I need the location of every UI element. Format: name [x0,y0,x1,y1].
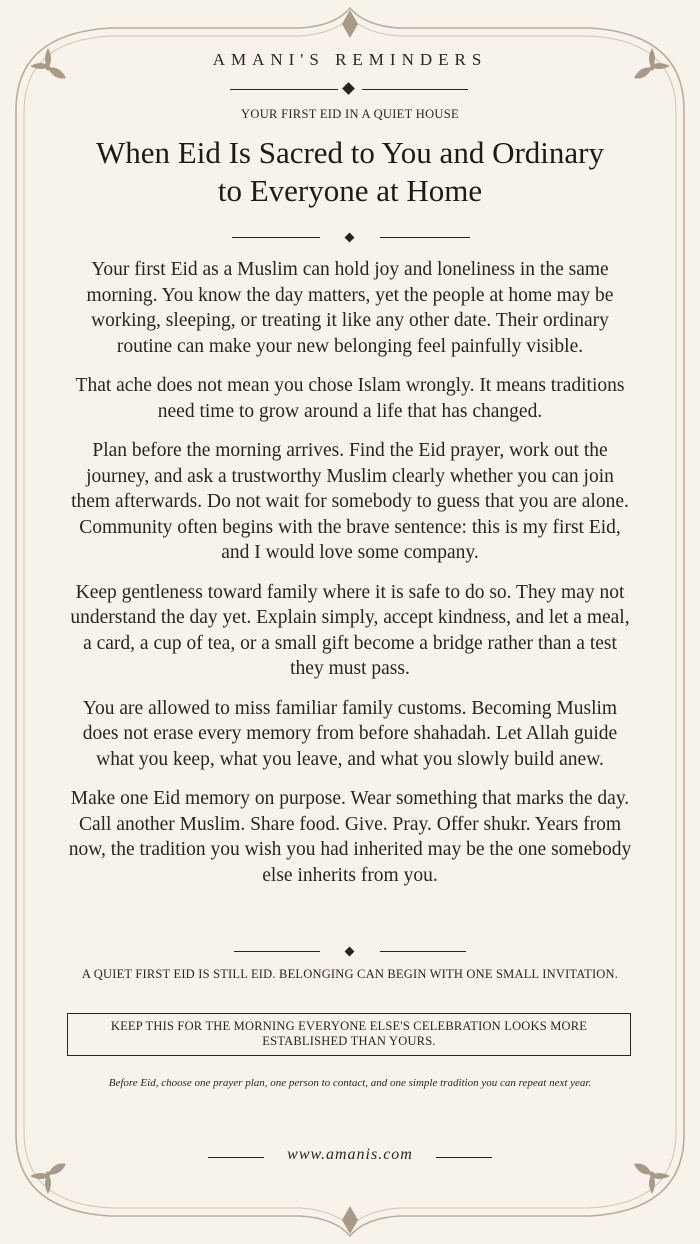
brand-name: AMANI'S REMINDERS [212,50,488,69]
footer-divider-right [436,1157,492,1158]
paragraph: Plan before the morning arrives. Find the Eid prayer, work out the journey, and ask a trustworthy Muslim clearly whether you can join them afterwards. Do not wait for somebody to guess that you are alone. Community often begins with the brave sentence: this is my first Eid, and I would love some company. [71,440,629,563]
kicker: YOUR FIRST EID IN A QUIET HOUSE [241,107,459,121]
paragraph: You are allowed to miss familiar family customs. Becoming Muslim does not erase every memory from before shahadah. Let Allah guide what you keep, what you leave, and what you slowly build anew. [82,697,618,770]
title-divider-left [232,237,320,238]
paragraph: Your first Eid as a Muslim can hold joy and loneliness in the same morning. You know the day matters, yet the people at home may be working, sleeping, or treating it like any other date. Their ordinary routine can make your new belonging feel painfully visible. [86,259,614,357]
brand-divider-left [230,89,338,90]
paragraph: That ache does not mean you chose Islam wrongly. It means traditions need time to grow around a life that has changed. [75,375,625,422]
tip-note: Before Eid, choose one prayer plan, one person to contact, and one simple tradition you can repeat next year. [108,1077,592,1089]
title-line-1: When Eid Is Sacred to You and Ordinary [96,135,604,170]
article-body [66,257,634,902]
paragraph: Make one Eid memory on purpose. Wear something that marks the day. Call another Muslim. Share food. Give. Pray. Offer shukr. Years from now, the tradition you wish you had inherited may be the one somebody else inherits from you. [68,788,632,886]
closing-divider-right [380,951,466,952]
paragraph: Keep gentleness toward family where it is safe to do so. They may not understand the day yet. Explain simply, accept kindness, and let a meal, a card, a cup of tea, or a small gift become a bridge rather than a test they must pass. [70,581,630,679]
closing-divider-left [234,951,320,952]
website-link[interactable]: www.amanis.com [287,1146,413,1163]
page-title [60,134,640,210]
title-divider-right [380,237,470,238]
brand-divider-right [362,89,468,90]
closing-statement: A QUIET FIRST EID IS STILL EID. BELONGING CAN BEGIN WITH ONE SMALL INVITATION. [81,967,619,981]
title-line-2: to Everyone at Home [217,173,483,208]
keep-this-box: KEEP THIS FOR THE MORNING EVERYONE ELSE'S CELEBRATION LOOKS MORE ESTABLISHED THAN YOURS. [67,1013,631,1056]
